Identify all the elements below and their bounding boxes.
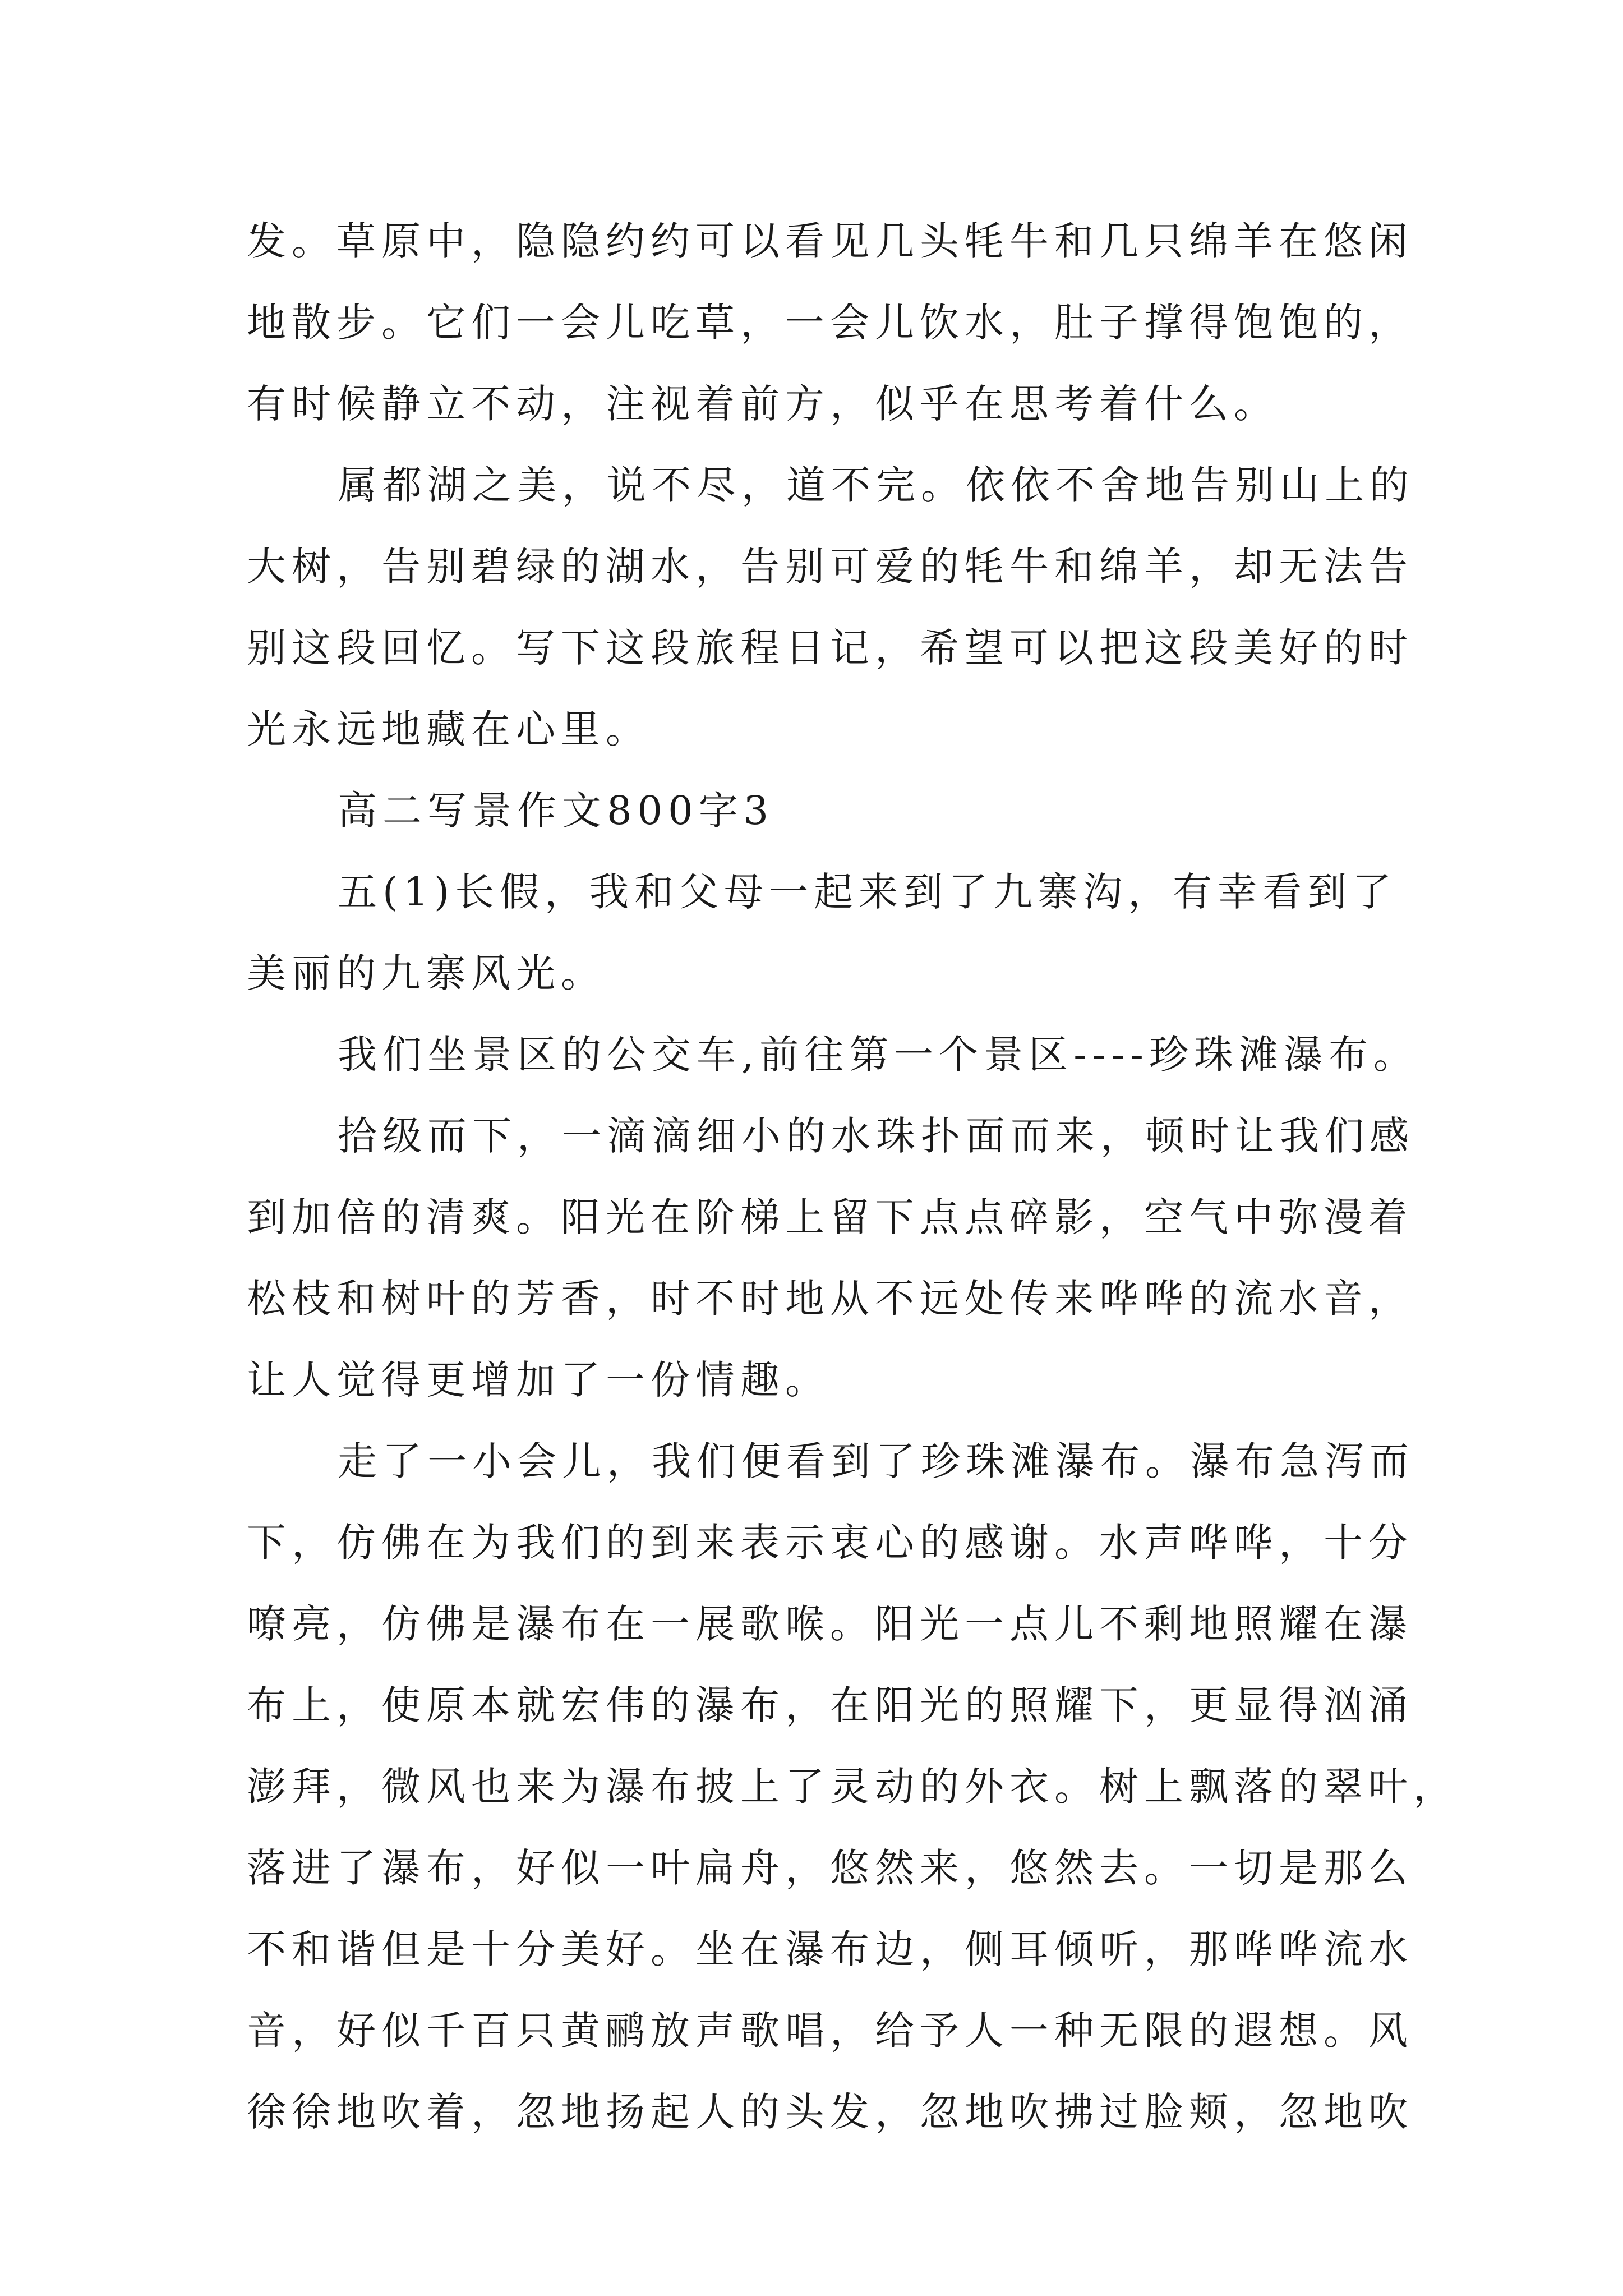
text-line: 不和谐但是十分美好。坐在瀑布边，侧耳倾听，那哗哗流水 (247, 1926, 1413, 1972)
text-line: 地散步。它们一会儿吃草，一会儿饮水，肚子撑得饱饱的， (247, 300, 1413, 346)
text-line: 徐徐地吹着，忽地扬起人的头发，忽地吹拂过脸颊，忽地吹 (247, 2089, 1413, 2135)
text-line: 五(1)长假，我和父母一起来到了九寨沟，有幸看到了 (338, 869, 1398, 915)
text-line: 走了一小会儿，我们便看到了珍珠滩瀑布。瀑布急泻而 (338, 1438, 1414, 1484)
text-line: 美丽的九寨风光。 (247, 950, 606, 996)
text-line: 松枝和树叶的芳香，时不时地从不远处传来哗哗的流水音， (247, 1276, 1413, 1322)
text-line: 落进了瀑布，好似一叶扁舟，悠然来，悠然去。一切是那么 (247, 1845, 1413, 1891)
text-line: 澎拜，微风也来为瀑布披上了灵动的外衣。树上飘落的翠叶， (247, 1764, 1458, 1810)
text-line: 下，仿佛在为我们的到来表示衷心的感谢。水声哗哗，十分 (247, 1520, 1413, 1566)
text-line: 光永远地藏在心里。 (247, 706, 651, 752)
text-line: 有时候静立不动，注视着前方，似乎在思考着什么。 (247, 381, 1279, 427)
text-line: 音，好似千百只黄鹂放声歌唱，给予人一种无限的遐想。风 (247, 2008, 1413, 2054)
text-line: 属都湖之美，说不尽，道不完。依依不舍地告别山上的 (338, 462, 1414, 508)
text-line: 布上，使原本就宏伟的瀑布，在阳光的照耀下，更显得汹涌 (247, 1682, 1413, 1728)
text-line: 到加倍的清爽。阳光在阶梯上留下点点碎影，空气中弥漫着 (247, 1194, 1413, 1240)
text-line: 高二写景作文800字3 (338, 788, 774, 834)
text-line: 大树，告别碧绿的湖水，告别可爱的牦牛和绵羊，却无法告 (247, 544, 1413, 590)
text-line: 我们坐景区的公交车,前往第一个景区----珍珠滩瀑布。 (338, 1032, 1418, 1078)
text-line: 让人觉得更增加了一份情趣。 (247, 1357, 830, 1403)
text-line: 拾级而下，一滴滴细小的水珠扑面而来，顿时让我们感 (338, 1113, 1414, 1159)
text-line: 别这段回忆。写下这段旅程日记，希望可以把这段美好的时 (247, 625, 1413, 671)
document-body (247, 201, 1458, 2153)
text-line: 发。草原中，隐隐约约可以看见几头牦牛和几只绵羊在悠闲 (247, 218, 1413, 264)
text-line: 嘹亮，仿佛是瀑布在一展歌喉。阳光一点儿不剩地照耀在瀑 (247, 1601, 1413, 1647)
